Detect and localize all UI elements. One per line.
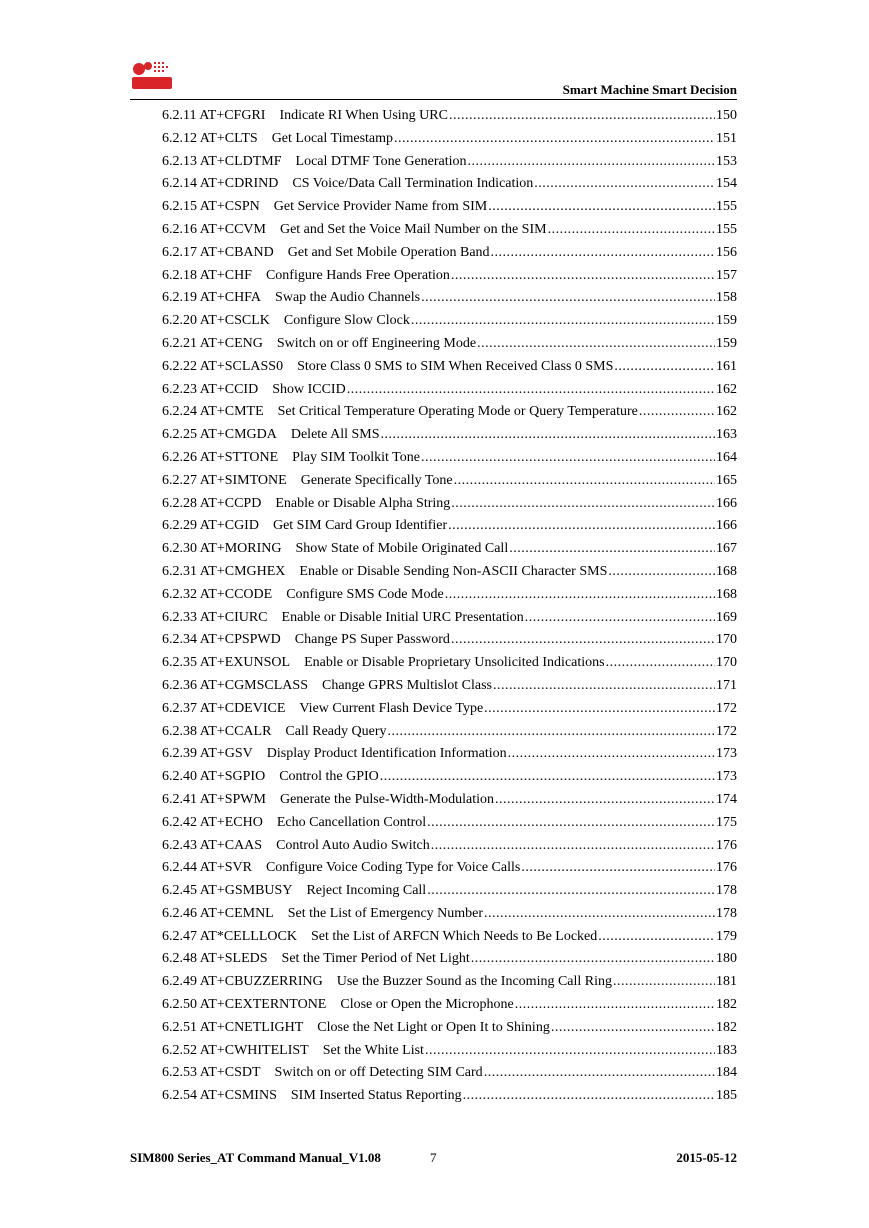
toc-dot-leader: [451, 268, 715, 284]
toc-entry[interactable]: [162, 678, 737, 701]
toc-dot-leader: [468, 154, 715, 170]
toc-dot-leader: [463, 1088, 715, 1104]
toc-entry-number: 6.2.46 AT+CEMNL: [162, 905, 274, 921]
toc-entry[interactable]: [162, 359, 737, 382]
toc-entry-title: Close the Net Light or Open It to Shining: [317, 1019, 550, 1035]
toc-dot-leader: [515, 997, 715, 1013]
toc-entry-number: 6.2.11 AT+CFGRI: [162, 108, 266, 123]
toc-entry-page: 172: [716, 723, 737, 739]
toc-entry-page: 176: [716, 860, 737, 876]
toc-dot-leader: [508, 746, 715, 762]
toc-entry-title: Play SIM Toolkit Tone: [292, 449, 420, 465]
toc-dot-leader: [347, 382, 715, 398]
toc-entry-title: Get and Set Mobile Operation Band: [287, 244, 490, 260]
toc-dot-leader: [427, 815, 715, 831]
toc-entry[interactable]: [162, 587, 737, 610]
toc-entry-page: 183: [716, 1042, 737, 1058]
toc-entry-number: 6.2.27 AT+SIMTONE: [162, 472, 287, 488]
toc-entry-number: 6.2.52 AT+CWHITELIST: [162, 1042, 309, 1058]
toc-entry-page: 184: [716, 1065, 737, 1081]
simcom-logo: [130, 60, 174, 100]
toc-entry-title: Configure Voice Coding Type for Voice Calls: [265, 860, 521, 876]
toc-dot-leader: [425, 1043, 715, 1059]
toc-entry-page: 162: [716, 381, 737, 397]
toc-dot-leader: [471, 951, 715, 967]
toc-dot-leader: [613, 974, 715, 990]
toc-entry-number: 6.2.44 AT+SVR: [162, 860, 252, 876]
toc-dot-leader: [431, 838, 715, 854]
toc-entry-page: 171: [716, 677, 737, 693]
toc-entry-page: 151: [716, 130, 737, 146]
toc-entry-page: 161: [716, 358, 737, 374]
toc-dot-leader: [454, 473, 715, 489]
toc-dot-leader: [381, 427, 715, 443]
toc-dot-leader: [388, 724, 715, 740]
toc-entry-title: Close or Open the Microphone: [340, 997, 514, 1013]
toc-entry[interactable]: [162, 313, 737, 336]
toc-dot-leader: [421, 290, 715, 306]
toc-entry-title: Set the List of ARFCN Which Needs to Be Locked: [310, 928, 598, 944]
toc-dot-leader: [484, 906, 715, 922]
toc-entry-number: 6.2.47 AT*CELLLOCK: [162, 928, 297, 944]
toc-entry-page: 185: [716, 1088, 737, 1104]
toc-entry[interactable]: [162, 701, 737, 724]
toc-entry-title: SIM Inserted Status Reporting: [290, 1088, 462, 1104]
toc-entry-number: 6.2.29 AT+CGID: [162, 518, 259, 534]
toc-entry[interactable]: [162, 176, 737, 199]
toc-entry-title: Swap the Audio Channels: [275, 290, 421, 306]
toc-dot-leader: [448, 518, 715, 534]
toc-entry-title: Get and Set the Voice Mail Number on the SIM: [279, 221, 547, 237]
toc-entry-number: 6.2.40 AT+SGPIO: [162, 769, 266, 785]
toc-entry-title: View Current Flash Device Type: [299, 700, 484, 716]
toc-entry-page: 166: [716, 518, 737, 534]
toc-dot-leader: [421, 450, 715, 466]
toc-entry-page: 159: [716, 335, 737, 351]
toc-entry-page: 156: [716, 244, 737, 260]
toc-entry-number: 6.2.14 AT+CDRIND: [162, 176, 279, 192]
toc-entry-page: 164: [716, 449, 737, 465]
toc-entry-number: 6.2.54 AT+CSMINS: [162, 1088, 277, 1104]
toc-entry-title: Set Critical Temperature Operating Mode or Query Temperature: [277, 404, 638, 420]
toc-entry-title: Control Auto Audio Switch: [276, 837, 430, 853]
toc-entry[interactable]: [162, 838, 737, 861]
toc-entry-number: 6.2.43 AT+CAAS: [162, 837, 263, 853]
toc-entry[interactable]: [162, 222, 737, 245]
toc-entry-title: Delete All SMS: [290, 427, 380, 443]
header-divider: [130, 99, 737, 100]
toc-entry[interactable]: [162, 746, 737, 769]
toc-dot-leader: [606, 655, 715, 671]
toc-entry[interactable]: [162, 860, 737, 883]
toc-entry-title: Get Local Timestamp: [271, 130, 394, 146]
toc-entry-number: 6.2.37 AT+CDEVICE: [162, 700, 286, 716]
toc-entry-page: 179: [716, 928, 737, 944]
toc-dot-leader: [451, 632, 715, 648]
toc-entry-number: 6.2.49 AT+CBUZZERRING: [162, 974, 323, 990]
footer-page-number: 7: [430, 1150, 437, 1165]
toc-entry-page: 165: [716, 472, 737, 488]
toc-entry-title: Configure Hands Free Operation: [265, 267, 450, 283]
toc-entry[interactable]: [162, 883, 737, 906]
toc-entry[interactable]: [162, 974, 737, 997]
toc-entry-number: 6.2.26 AT+STTONE: [162, 449, 279, 465]
toc-dot-leader: [484, 701, 715, 717]
toc-dot-leader: [477, 336, 715, 352]
toc-entry-number: 6.2.28 AT+CCPD: [162, 495, 262, 511]
toc-entry-number: 6.2.18 AT+CHF: [162, 267, 252, 283]
toc-entry[interactable]: [162, 518, 737, 541]
toc-dot-leader: [534, 176, 715, 192]
toc-entry[interactable]: [162, 769, 737, 792]
toc-entry-title: Show State of Mobile Originated Call: [295, 541, 509, 557]
toc-entry[interactable]: [162, 906, 737, 929]
toc-entry[interactable]: [162, 1088, 737, 1111]
toc-entry-title: CS Voice/Data Call Termination Indication: [292, 176, 534, 192]
toc-entry-number: 6.2.41 AT+SPWM: [162, 791, 266, 807]
toc-entry-number: 6.2.12 AT+CLTS: [162, 130, 258, 146]
table-of-contents: [162, 108, 737, 1111]
toc-entry-number: 6.2.39 AT+GSV: [162, 746, 253, 762]
toc-entry-number: 6.2.20 AT+CSCLK: [162, 313, 270, 329]
toc-dot-leader: [521, 860, 715, 876]
toc-entry-number: 6.2.23 AT+CCID: [162, 381, 259, 397]
toc-entry-number: 6.2.32 AT+CCODE: [162, 586, 273, 602]
toc-entry-page: 182: [716, 997, 737, 1013]
toc-entry-page: 153: [716, 153, 737, 169]
toc-dot-leader: [394, 131, 715, 147]
toc-entry-page: 168: [716, 586, 737, 602]
toc-entry-title: Control the GPIO: [279, 769, 379, 785]
toc-entry-page: 150: [716, 108, 737, 123]
header-tagline: Smart Machine Smart Decision: [562, 82, 737, 97]
toc-entry-title: Echo Cancellation Control: [276, 814, 427, 830]
toc-entry-number: 6.2.53 AT+CSDT: [162, 1065, 261, 1081]
toc-entry-page: 155: [716, 221, 737, 237]
toc-entry-number: 6.2.17 AT+CBAND: [162, 244, 274, 260]
toc-entry-title: Show ICCID: [272, 381, 346, 397]
toc-entry-page: 178: [716, 883, 737, 899]
toc-entry-page: 157: [716, 267, 737, 283]
toc-entry[interactable]: [162, 108, 737, 131]
toc-dot-leader: [380, 769, 715, 785]
toc-entry-number: 6.2.42 AT+ECHO: [162, 814, 263, 830]
toc-entry[interactable]: [162, 951, 737, 974]
toc-dot-leader: [484, 1065, 715, 1081]
toc-entry[interactable]: [162, 1043, 737, 1066]
toc-dot-leader: [445, 587, 715, 603]
toc-dot-leader: [427, 883, 715, 899]
toc-entry-page: 163: [716, 427, 737, 443]
toc-dot-leader: [493, 678, 715, 694]
toc-entry-number: 6.2.48 AT+SLEDS: [162, 951, 268, 967]
toc-entry-number: 6.2.31 AT+CMGHEX: [162, 563, 286, 579]
toc-entry[interactable]: [162, 336, 737, 359]
toc-entry-title: Switch on or off Detecting SIM Card: [274, 1065, 483, 1081]
toc-entry-title: Reject Incoming Call: [306, 883, 427, 899]
toc-entry-page: 173: [716, 769, 737, 785]
toc-entry-page: 181: [716, 974, 737, 990]
toc-entry[interactable]: [162, 655, 737, 678]
toc-entry-page: 154: [716, 176, 737, 192]
toc-entry-page: 159: [716, 313, 737, 329]
toc-entry-page: 170: [716, 632, 737, 648]
toc-dot-leader: [495, 792, 715, 808]
toc-entry-title: Use the Buzzer Sound as the Incoming Call Ring: [336, 974, 613, 990]
toc-entry-title: Configure SMS Code Mode: [286, 586, 444, 602]
toc-entry[interactable]: [162, 929, 737, 952]
toc-entry-title: Change PS Super Password: [294, 632, 450, 648]
toc-entry-title: Enable or Disable Sending Non-ASCII Character SMS: [299, 563, 608, 579]
toc-entry-title: Enable or Disable Initial URC Presentation: [281, 609, 524, 625]
toc-entry-page: 178: [716, 905, 737, 921]
toc-entry-page: 182: [716, 1019, 737, 1035]
toc-entry[interactable]: [162, 473, 737, 496]
toc-entry[interactable]: [162, 1020, 737, 1043]
toc-entry-number: 6.2.21 AT+CENG: [162, 335, 263, 351]
toc-entry-number: 6.2.36 AT+CGMSCLASS: [162, 677, 308, 693]
toc-entry-title: Get Service Provider Name from SIM: [273, 199, 488, 215]
toc-entry-title: Enable or Disable Proprietary Unsolicited Indications: [304, 655, 605, 671]
toc-entry-title: Generate Specifically Tone: [300, 472, 453, 488]
toc-entry-title: Enable or Disable Alpha String: [275, 495, 451, 511]
toc-entry[interactable]: [162, 268, 737, 291]
toc-entry-number: 6.2.45 AT+GSMBUSY: [162, 883, 293, 899]
toc-entry[interactable]: [162, 404, 737, 427]
toc-entry[interactable]: [162, 290, 737, 313]
toc-entry-title: Call Ready Query: [285, 723, 387, 739]
simcom-logo-graphic: [130, 60, 174, 100]
toc-entry-page: 174: [716, 791, 737, 807]
toc-entry[interactable]: [162, 564, 737, 587]
toc-entry-title: Set the List of Emergency Number: [287, 905, 484, 921]
toc-entry-page: 176: [716, 837, 737, 853]
toc-entry-page: 158: [716, 290, 737, 306]
toc-entry-title: Get SIM Card Group Identifier: [272, 518, 448, 534]
toc-entry[interactable]: [162, 997, 737, 1020]
toc-dot-leader: [598, 929, 715, 945]
toc-entry-number: 6.2.24 AT+CMTE: [162, 404, 264, 420]
toc-entry-page: 172: [716, 700, 737, 716]
toc-entry[interactable]: [162, 496, 737, 519]
toc-entry-number: 6.2.13 AT+CLDTMF: [162, 153, 282, 169]
toc-entry-page: 155: [716, 199, 737, 215]
toc-entry-number: 6.2.33 AT+CIURC: [162, 609, 268, 625]
toc-entry-number: 6.2.30 AT+MORING: [162, 541, 282, 557]
footer-document-name: SIM800 Series_AT Command Manual_V1.08: [130, 1150, 381, 1165]
toc-dot-leader: [411, 313, 715, 329]
toc-dot-leader: [491, 245, 715, 261]
toc-dot-leader: [525, 610, 715, 626]
toc-entry-title: Display Product Identification Information: [266, 746, 507, 762]
toc-entry-title: Change GPRS Multislot Class: [322, 677, 492, 693]
toc-entry-number: 6.2.19 AT+CHFA: [162, 290, 262, 306]
toc-dot-leader: [548, 222, 715, 238]
toc-entry[interactable]: [162, 154, 737, 177]
toc-entry[interactable]: [162, 131, 737, 154]
toc-entry[interactable]: [162, 245, 737, 268]
toc-entry-number: 6.2.50 AT+CEXTERNTONE: [162, 997, 327, 1013]
toc-entry-number: 6.2.22 AT+SCLASS0: [162, 358, 284, 374]
toc-entry-page: 173: [716, 746, 737, 762]
toc-entry-number: 6.2.35 AT+EXUNSOL: [162, 655, 291, 671]
toc-dot-leader: [488, 199, 715, 215]
toc-dot-leader: [608, 564, 715, 580]
toc-entry[interactable]: [162, 382, 737, 405]
toc-entry[interactable]: [162, 1065, 737, 1088]
toc-dot-leader: [639, 404, 715, 420]
toc-entry-number: 6.2.38 AT+CCALR: [162, 723, 272, 739]
toc-entry[interactable]: [162, 427, 737, 450]
toc-entry-page: 170: [716, 655, 737, 671]
toc-entry-number: 6.2.16 AT+CCVM: [162, 221, 266, 237]
toc-entry[interactable]: [162, 815, 737, 838]
toc-entry[interactable]: [162, 724, 737, 747]
toc-entry-page: 169: [716, 609, 737, 625]
toc-entry-page: 167: [716, 541, 737, 557]
toc-entry-page: 162: [716, 404, 737, 420]
toc-entry-number: 6.2.15 AT+CSPN: [162, 199, 260, 215]
toc-entry-title: Indicate RI When Using URC: [279, 108, 448, 123]
toc-dot-leader: [451, 496, 715, 512]
toc-dot-leader: [449, 108, 715, 124]
toc-dot-leader: [551, 1020, 715, 1036]
toc-entry-title: Set the White List: [322, 1042, 424, 1058]
toc-entry-page: 166: [716, 495, 737, 511]
toc-entry[interactable]: [162, 632, 737, 655]
toc-entry-title: Configure Slow Clock: [283, 313, 410, 329]
toc-entry-title: Generate the Pulse-Width-Modulation: [279, 791, 495, 807]
toc-entry-page: 168: [716, 563, 737, 579]
toc-dot-leader: [614, 359, 715, 375]
toc-entry-page: 180: [716, 951, 737, 967]
toc-entry-number: 6.2.51 AT+CNETLIGHT: [162, 1019, 304, 1035]
toc-entry-page: 175: [716, 814, 737, 830]
toc-entry[interactable]: [162, 792, 737, 815]
toc-dot-leader: [509, 541, 715, 557]
toc-entry[interactable]: [162, 610, 737, 633]
toc-entry[interactable]: [162, 541, 737, 564]
toc-entry-title: Switch on or off Engineering Mode: [276, 335, 477, 351]
toc-entry-title: Set the Timer Period of Net Light: [281, 951, 470, 967]
toc-entry[interactable]: [162, 450, 737, 473]
toc-entry-number: 6.2.34 AT+CPSPWD: [162, 632, 281, 648]
footer-date: 2015-05-12: [676, 1150, 737, 1165]
toc-entry-title: Store Class 0 SMS to SIM When Received Class 0 SMS: [297, 358, 614, 374]
toc-entry-title: Local DTMF Tone Generation: [295, 153, 467, 169]
toc-entry-number: 6.2.25 AT+CMGDA: [162, 427, 277, 443]
toc-entry[interactable]: [162, 199, 737, 222]
